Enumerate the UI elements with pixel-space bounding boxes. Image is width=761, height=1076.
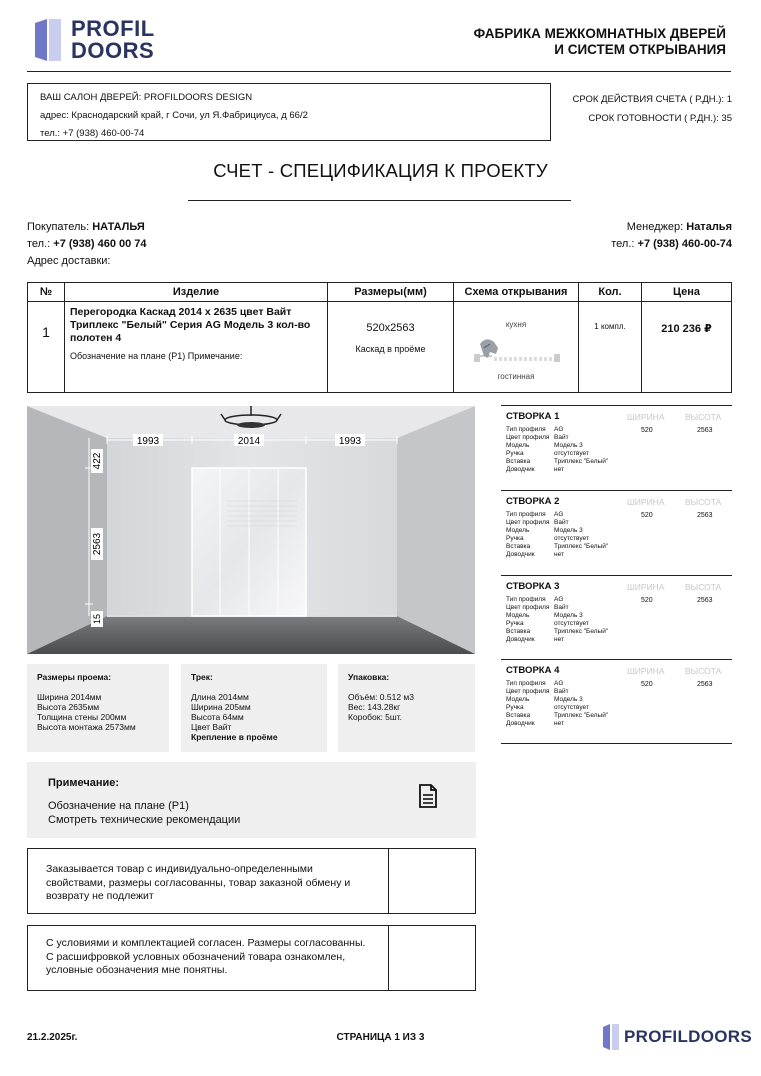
sash-field-value: Вайт	[554, 604, 569, 612]
sash-row	[506, 458, 608, 466]
size-value: 520x2563	[366, 322, 415, 334]
dim-center: 2014	[237, 436, 261, 447]
sash-row	[506, 612, 608, 620]
door-logo-icon	[602, 1024, 620, 1050]
sash-width: 520	[641, 681, 653, 688]
opening-dimensions: Размеры проема: Ширина 2014мм Высота 2635мм Толщина стены 200мм Высота монтажа 2573мм	[27, 664, 169, 752]
sash-row	[506, 688, 608, 696]
manager-info: Менеджер: Наталья тел.: +7 (938) 460-00-74	[611, 221, 732, 250]
sash-field-value: отсутствует	[554, 450, 589, 458]
dim-height: 2563	[92, 532, 103, 556]
col-header-scheme: Схема открывания	[454, 283, 579, 302]
sash-field-value: нет	[554, 466, 564, 474]
salon-address: адрес: Краснодарский край, г Сочи, ул Я.Фабрициуса, д 66/2	[40, 110, 308, 121]
sash-title: СТВОРКА 1	[506, 411, 560, 422]
sash-height: 2563	[697, 597, 713, 604]
manager-name: Наталья	[686, 221, 732, 233]
track-info: Трек: Длина 2014мм Ширина 205мм Высота 64мм Цвет Вайт Крепление в проёме	[181, 664, 327, 752]
sash-width: 520	[641, 597, 653, 604]
document-icon	[418, 784, 438, 808]
sash-row	[506, 596, 608, 604]
logo-text: PROFIL DOORS	[71, 16, 155, 63]
dim-right: 1993	[338, 436, 362, 447]
sash-field-value: Триплекс "Белый"	[554, 712, 609, 720]
sash-field-label: Доводчик	[506, 551, 535, 559]
sash-field-value: AG	[554, 596, 564, 603]
dim-left: 1993	[136, 436, 160, 447]
document-date: 21.2.2025г.	[27, 1032, 78, 1043]
sash-field-value: Триплекс "Белый"	[554, 543, 609, 551]
mount-type: Каскад в проёме	[355, 344, 426, 354]
sash-row	[506, 519, 608, 527]
sash-block	[501, 659, 732, 743]
manager-phone: +7 (938) 460-00-74	[637, 238, 732, 250]
sash-field-label: Вставка	[506, 712, 531, 720]
sash-row	[506, 527, 608, 535]
sash-field-value: AG	[554, 680, 564, 687]
company-logo	[33, 16, 155, 66]
sash-field-label: Модель	[506, 612, 530, 620]
sash-field-label: Модель	[506, 527, 530, 535]
sash-width-label: ШИРИНА	[627, 582, 665, 592]
sash-title: СТВОРКА 2	[506, 496, 560, 507]
col-header-price: Цена	[642, 283, 732, 302]
sash-field-label: Цвет профиля	[506, 519, 550, 527]
sash-width: 520	[641, 512, 653, 519]
sash-field-label: Тип профиля	[506, 596, 546, 603]
sash-field-value: Модель 3	[554, 612, 583, 620]
sash-title: СТВОРКА 4	[506, 665, 560, 676]
sash-field-value: AG	[554, 426, 564, 433]
sash-field-value: Вайт	[554, 688, 569, 696]
sash-field-label: Модель	[506, 696, 530, 704]
sash-field-value: отсутствует	[554, 704, 589, 712]
sash-height: 2563	[697, 427, 713, 434]
sash-field-value: отсутствует	[554, 620, 589, 628]
sash-block	[501, 575, 732, 659]
sash-row	[506, 434, 608, 442]
price-cell: 210 236 ₽	[642, 302, 732, 393]
table-row	[28, 302, 732, 393]
sash-field-value: Вайт	[554, 519, 569, 527]
sash-row	[506, 636, 608, 644]
sash-field-label: Ручка	[506, 620, 524, 628]
sash-details	[506, 596, 608, 645]
page-number: СТРАНИЦА 1 ИЗ 3	[336, 1032, 425, 1043]
buyer-phone: +7 (938) 460 00 74	[53, 238, 147, 250]
sash-field-label: Вставка	[506, 543, 531, 551]
sash-field-label: Тип профиля	[506, 511, 546, 518]
sash-field-label: Ручка	[506, 704, 524, 712]
product-note: Обозначение на плане (P1) Примечание:	[70, 351, 243, 361]
agreement-return: Заказывается товар с индивидуально-определенными свойствами, размеры согласованны, товар заказной обмену и возврату не подлежит	[27, 848, 476, 914]
col-header-product: Изделие	[65, 283, 328, 302]
sash-block	[501, 405, 732, 489]
size-cell	[328, 302, 454, 393]
delivery-address: Адрес доставки:	[27, 255, 111, 267]
scheme-room-top: кухня	[505, 320, 527, 329]
spec-table	[27, 282, 732, 393]
sash-row	[506, 511, 608, 519]
header-divider	[27, 71, 731, 72]
agreement-terms: С условиями и комплектацией согласен. Размеры согласованны. С расшифровкой условных обозначений товара ознакомлен, условные обозначения мне понятны.	[27, 925, 476, 991]
sash-field-label: Вставка	[506, 628, 531, 636]
sash-height: 2563	[697, 512, 713, 519]
sash-details	[506, 426, 608, 475]
sash-row	[506, 442, 608, 450]
sash-row	[506, 426, 608, 434]
sash-height-label: ВЫСОТА	[685, 666, 722, 676]
salon-name: ВАШ САЛОН ДВЕРЕЙ: PROFILDOORS DESIGN	[40, 92, 253, 103]
title-underline	[188, 200, 571, 201]
room-render	[27, 406, 475, 654]
salon-phone: тел.: +7 (938) 460-00-74	[40, 128, 145, 139]
factory-title: ФАБРИКА МЕЖКОМНАТНЫХ ДВЕРЕЙ И СИСТЕМ ОТКРЫВАНИЯ	[473, 26, 726, 57]
sash-field-value: нет	[554, 720, 564, 728]
salon-info	[27, 83, 551, 141]
sash-field-value: нет	[554, 636, 564, 644]
sash-details	[506, 680, 608, 729]
dim-top: 422	[92, 452, 103, 470]
sash-field-label: Тип профиля	[506, 680, 546, 687]
sash-field-label: Цвет профиля	[506, 688, 550, 696]
door-logo-icon	[33, 19, 63, 61]
buyer-info: Покупатель: НАТАЛЬЯ тел.: +7 (938) 460 00 74 Адрес доставки:	[27, 219, 147, 270]
sash-field-label: Вставка	[506, 458, 531, 466]
sash-title: СТВОРКА 3	[506, 581, 560, 592]
sash-row	[506, 696, 608, 704]
sash-field-label: Модель	[506, 442, 530, 450]
sash-width-label: ШИРИНА	[627, 412, 665, 422]
sash-field-value: Модель 3	[554, 442, 583, 450]
buyer-name: НАТАЛЬЯ	[92, 221, 145, 233]
sash-field-label: Цвет профиля	[506, 604, 550, 612]
sash-field-value: AG	[554, 511, 564, 518]
sash-row	[506, 712, 608, 720]
sash-field-label: Доводчик	[506, 466, 535, 474]
validity-info: СРОК ДЕЙСТВИЯ СЧЕТА ( Р.ДН.): 1 СРОК ГОТОВНОСТИ ( Р.ДН.): 35	[572, 94, 732, 124]
table-header-row	[28, 283, 732, 302]
document-title: СЧЕТ - СПЕЦИФИКАЦИЯ К ПРОЕКТУ	[213, 160, 548, 181]
sash-field-label: Ручка	[506, 535, 524, 543]
product-cell	[65, 302, 328, 393]
sash-row	[506, 680, 608, 688]
sash-field-label: Доводчик	[506, 636, 535, 644]
sash-height-label: ВЫСОТА	[685, 412, 722, 422]
room-render-image	[27, 406, 475, 654]
col-header-size: Размеры(мм)	[328, 283, 454, 302]
footer-logo: PROFILDOORS	[602, 1024, 732, 1050]
sash-height: 2563	[697, 681, 713, 688]
sash-field-value: отсутствует	[554, 535, 589, 543]
sash-row	[506, 466, 608, 474]
sash-details	[506, 511, 608, 560]
sash-field-label: Тип профиля	[506, 426, 546, 433]
sash-divider	[501, 743, 732, 744]
sash-field-label: Цвет профиля	[506, 434, 550, 442]
quantity-cell: 1 компл.	[579, 302, 642, 393]
sash-width: 520	[641, 427, 653, 434]
sash-field-value: нет	[554, 551, 564, 559]
scheme-room-bottom: гостинная	[497, 372, 535, 381]
sash-field-label: Доводчик	[506, 720, 535, 728]
col-header-qty: Кол.	[579, 283, 642, 302]
package-info: Упаковка: Объём: 0.512 м3 Вес: 143.28кг Коробок: 5шт.	[338, 664, 475, 752]
sash-width-label: ШИРИНА	[627, 497, 665, 507]
product-name: Перегородка Каскад 2014 x 2635 цвет Вайт Триплекс "Белый" Серия AG Модель 3 кол-во полотен 4	[70, 306, 311, 344]
sash-row	[506, 628, 608, 636]
sash-height-label: ВЫСОТА	[685, 497, 722, 507]
dim-bottom: 15	[92, 613, 102, 625]
sash-row	[506, 551, 608, 559]
sash-field-label: Ручка	[506, 450, 524, 458]
row-number: 1	[28, 302, 65, 393]
sash-field-value: Триплекс "Белый"	[554, 458, 609, 466]
sash-row	[506, 543, 608, 551]
sash-width-label: ШИРИНА	[627, 666, 665, 676]
sash-field-value: Модель 3	[554, 696, 583, 704]
col-header-no: №	[28, 283, 65, 302]
sash-field-value: Триплекс "Белый"	[554, 628, 609, 636]
sash-field-value: Модель 3	[554, 527, 583, 535]
sash-block	[501, 490, 732, 574]
note-box: Примечание: Обозначение на плане (P1) Смотреть технические рекомендации	[27, 762, 476, 838]
opening-scheme-icon	[472, 330, 562, 366]
sash-field-value: Вайт	[554, 434, 569, 442]
sash-row	[506, 604, 608, 612]
sash-height-label: ВЫСОТА	[685, 582, 722, 592]
opening-scheme	[454, 302, 579, 393]
sash-row	[506, 720, 608, 728]
